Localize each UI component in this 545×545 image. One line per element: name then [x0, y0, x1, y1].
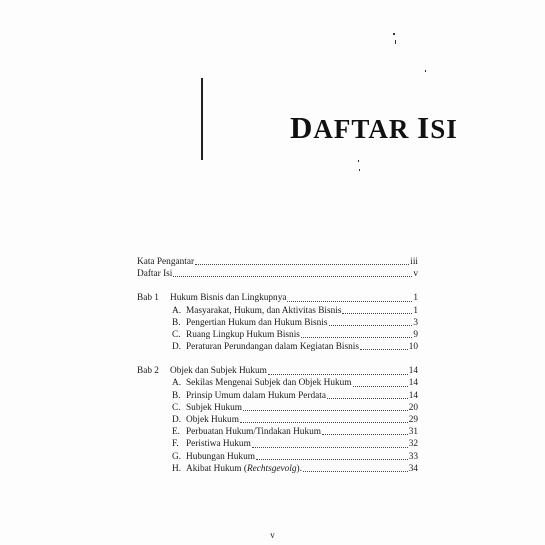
chapter-title: Objek dan Subjek Hukum [170, 366, 267, 377]
title-word-2: SI [430, 114, 458, 144]
section-title: Hubungan Hukum [186, 451, 255, 462]
section-letter: D. [172, 415, 182, 426]
toc-page: 1 [413, 293, 418, 304]
leader-dots [342, 312, 412, 314]
title-initial: D [290, 110, 314, 145]
section-letter: B. [172, 317, 181, 328]
toc-section[interactable] [137, 451, 418, 463]
chapter-title: Hukum Bisnis dan Lingkupnya [170, 293, 287, 304]
title-word-1: AFTAR [313, 114, 418, 144]
section-letter: C. [172, 402, 181, 413]
leader-dots [287, 300, 412, 302]
section-title: Pengertian Hukum dan Hukum Bisnis [186, 317, 328, 328]
page-number: v [270, 530, 275, 540]
section-letter: A. [172, 378, 182, 389]
section-title: Ruang Lingkup Hukum Bisnis [186, 329, 300, 340]
toc-section[interactable] [137, 438, 418, 450]
toc-section[interactable] [137, 390, 418, 402]
section-letter: G. [172, 451, 182, 462]
leader-dots [240, 421, 408, 423]
toc-chapter-2[interactable] [137, 365, 418, 377]
section-letter: C. [172, 329, 181, 340]
section-letter: E. [172, 427, 181, 438]
leader-dots [173, 275, 412, 277]
chapter-number: Bab 2 [137, 366, 159, 377]
toc-section[interactable] [137, 378, 418, 390]
toc-page: 10 [408, 342, 418, 353]
toc-chapter-1[interactable] [137, 292, 418, 304]
toc-label: Kata Pengantar [137, 256, 195, 267]
section-letter: F. [172, 439, 179, 450]
toc-page: 33 [408, 451, 418, 462]
toc-section[interactable] [137, 317, 418, 329]
toc-section[interactable] [137, 402, 418, 414]
leader-dots [256, 458, 408, 460]
leader-dots [195, 263, 409, 265]
leader-dots [327, 397, 408, 399]
toc-section[interactable] [137, 341, 418, 353]
toc-section[interactable] [137, 414, 418, 426]
leader-dots [353, 385, 408, 387]
leader-dots [301, 336, 412, 338]
title-initial-2: I [417, 110, 431, 145]
leader-dots [268, 373, 408, 375]
toc-page: iii [410, 256, 418, 267]
toc-page: 3 [413, 317, 418, 328]
toc-page: 32 [408, 439, 418, 450]
leader-dots [252, 446, 408, 448]
toc-page: 1 [413, 305, 418, 316]
leader-dots [329, 324, 413, 326]
section-title: Prinsip Umum dalam Hukum Perdata [186, 390, 326, 401]
section-title: Peraturan Perundangan dalam Kegiatan Bisnis [186, 342, 359, 353]
toc-page: 9 [413, 329, 418, 340]
section-letter: A. [172, 305, 182, 316]
leader-dots [360, 348, 408, 350]
vertical-rule [201, 78, 203, 160]
section-letter: H. [172, 463, 182, 474]
table-of-contents [137, 256, 418, 475]
toc-section[interactable] [137, 329, 418, 341]
leader-dots [322, 433, 408, 435]
section-title: Perbuatan Hukum/Tindakan Hukum [186, 427, 321, 438]
toc-section[interactable] [137, 305, 418, 317]
toc-page: 34 [408, 463, 418, 474]
toc-page: 31 [408, 427, 418, 438]
toc-section[interactable] [137, 426, 418, 438]
leader-dots [243, 409, 408, 411]
section-title: Peristiwa Hukum [186, 439, 251, 450]
toc-entry-kata-pengantar[interactable] [137, 256, 418, 268]
section-title: Sekilas Mengenai Subjek dan Objek Hukum [186, 378, 352, 389]
toc-page: 14 [408, 366, 418, 377]
section-title: Akibat Hukum ( [186, 463, 247, 474]
toc-page: 14 [408, 378, 418, 389]
page-title [290, 110, 458, 146]
leader-dots [303, 470, 408, 472]
section-letter: D. [172, 342, 182, 353]
section-title: Masyarakat, Hukum, dan Aktivitas Bisnis [186, 305, 342, 316]
toc-label: Daftar Isi [137, 269, 173, 280]
section-title-end: ). [296, 463, 302, 474]
section-title: Subjek Hukum [186, 402, 243, 413]
toc-section[interactable] [137, 463, 418, 475]
toc-page: v [413, 269, 418, 280]
toc-page: 20 [408, 402, 418, 413]
toc-page: 29 [408, 415, 418, 426]
toc-page: 14 [408, 390, 418, 401]
section-title: Objek Hukum [186, 415, 239, 426]
section-letter: B. [172, 390, 181, 401]
section-title-italic: Rechtsgevolg [246, 463, 297, 474]
chapter-number: Bab 1 [137, 293, 159, 304]
toc-entry-daftar-isi[interactable] [137, 268, 418, 280]
